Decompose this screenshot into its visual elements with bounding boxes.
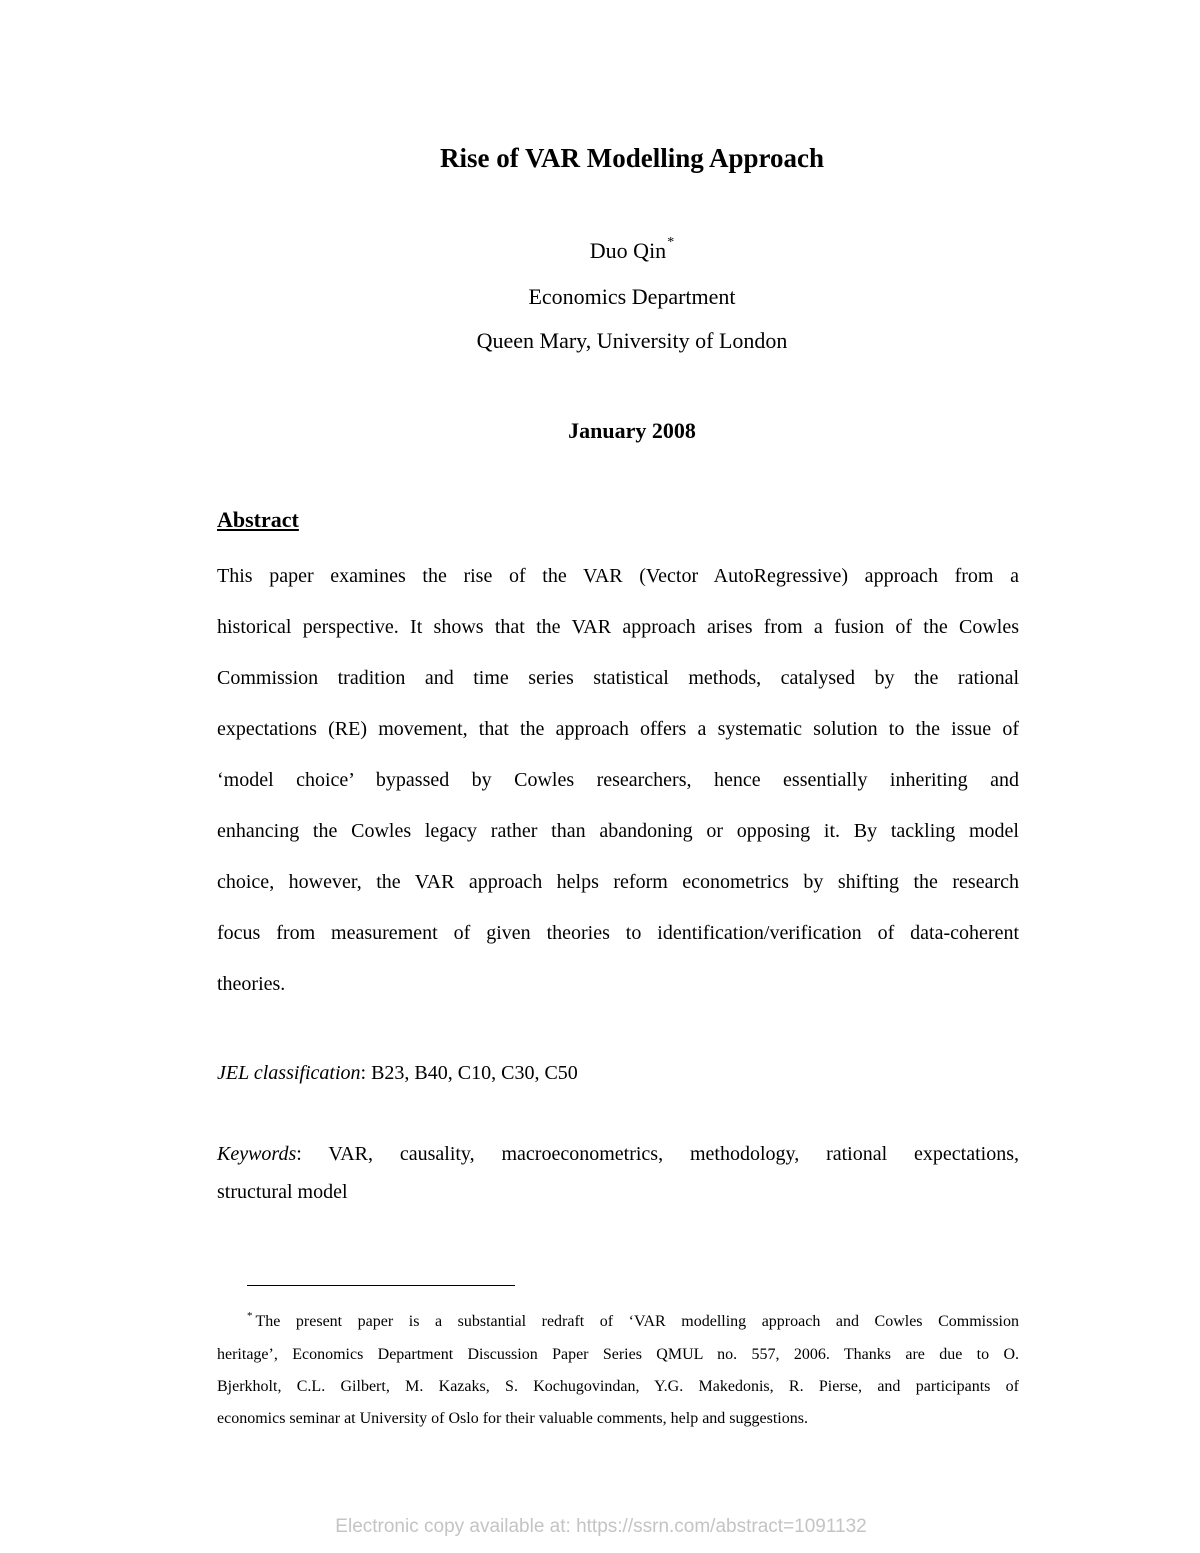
author-name: Duo Qin (589, 238, 667, 263)
footnote-line: heritage’, Economics Department Discussion Paper Series QMUL no. 557, 2006. Thanks are due to O. (217, 1346, 1019, 1363)
jel-label: JEL classification (217, 1062, 361, 1084)
keywords-separator: : (296, 1143, 329, 1165)
footnote-line (217, 1306, 1019, 1339)
jel-classification (217, 1058, 1019, 1088)
paper-date: January 2008 (568, 418, 696, 443)
jel-separator: : (360, 1062, 372, 1084)
footnote-line: economics seminar at University of Oslo for their valuable comments, help and suggestions. (217, 1410, 808, 1427)
abstract-heading: Abstract (217, 507, 299, 532)
abstract-line: This paper examines the rise of the VAR (Vector AutoRegressive) approach from a (217, 565, 1019, 587)
author-institution: Queen Mary, University of London (476, 328, 788, 353)
abstract-line: focus from measurement of given theories to identification/verification of data-coherent (217, 922, 1019, 944)
author-department: Economics Department (528, 284, 736, 309)
ssrn-watermark: Electronic copy available at: https://ssrn.com/abstract=1091132 (335, 1516, 867, 1537)
keywords-label: Keywords (217, 1143, 297, 1165)
keywords (217, 1135, 1019, 1211)
abstract-line: Commission tradition and time series statistical methods, catalysed by the rational (217, 667, 1019, 689)
keywords-values: VAR, causality, macroeconometrics, methodology, rational expectations, (328, 1143, 1019, 1165)
abstract-line: enhancing the Cowles legacy rather than abandoning or opposing it. By tackling model (217, 820, 1019, 842)
footnote-mark: * (247, 1310, 253, 1322)
abstract-line: historical perspective. It shows that the VAR approach arises from a fusion of the Cowles (217, 616, 1019, 638)
paper-title: Rise of VAR Modelling Approach (439, 143, 825, 173)
author-footnote-mark[interactable]: * (667, 234, 675, 250)
author-line (0, 236, 1200, 266)
footnote-text: The present paper is a substantial redraft of ‘VAR modelling approach and Cowles Commission (255, 1313, 1019, 1330)
abstract-line: theories. (217, 973, 286, 995)
abstract-line: expectations (RE) movement, that the approach offers a systematic solution to the issue of (217, 718, 1019, 740)
abstract-line: ‘model choice’ bypassed by Cowles researchers, hence essentially inheriting and (217, 769, 1019, 791)
footnote (217, 1306, 1019, 1435)
keywords-line (217, 1135, 1019, 1173)
abstract-line: choice, however, the VAR approach helps reform econometrics by shifting the research (217, 871, 1019, 893)
keywords-line: structural model (217, 1181, 348, 1203)
footnote-line: Bjerkholt, C.L. Gilbert, M. Kazaks, S. Kochugovindan, Y.G. Makedonis, R. Pierse, and participants of (217, 1378, 1019, 1395)
abstract-text (217, 551, 1019, 1010)
jel-codes: B23, B40, C10, C30, C50 (371, 1062, 578, 1084)
footnote-divider (247, 1285, 515, 1286)
